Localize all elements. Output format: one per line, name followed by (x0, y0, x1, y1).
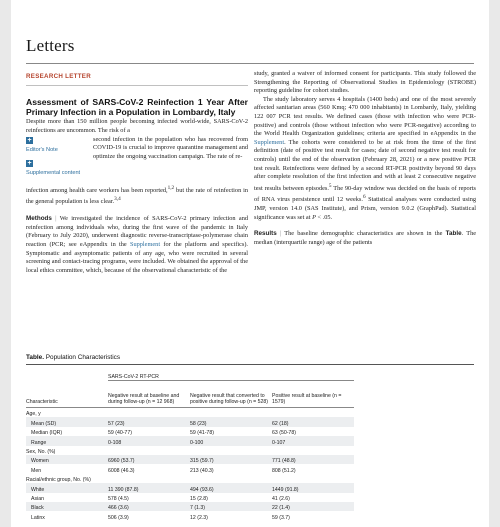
results-text: . The median (interquartile range) age of the patients (254, 230, 477, 246)
paragraph-text: . The cohorts were considered to be at risk from the time of the first definition (date of positive test result for cases; date of second negative test result for controls) until the end of the observation (February 28, 2021) or a new positive PCR test result. Reinfections were defined by a second RT-PCR positivity beyond 90 days after complete resolution of the first infection and with at least 2 consecutive negative test results between episodes. (254, 138, 476, 192)
table-row (26, 464, 354, 473)
right-column (254, 70, 476, 247)
table-cell: 59 (40-77) (108, 427, 190, 436)
paragraph-text: The 90-day window was decided on the basis of reports of RNA virus persistence until 12 weeks. (254, 184, 476, 204)
table-cell: 11 390 (87.8) (108, 483, 190, 492)
table-cell: 15 (2.8) (190, 493, 272, 502)
intro-paragraph-tail (26, 184, 248, 207)
separator-bar: | (55, 215, 57, 223)
table-cell: 808 (51.2) (272, 464, 354, 473)
supplement-link[interactable]: Supplement (254, 138, 285, 146)
row-label: Latinx (26, 511, 108, 520)
table-cell (190, 474, 272, 483)
editors-note-label: Editor's Note (26, 146, 58, 153)
table-cell (272, 408, 354, 418)
row-label: Asian (26, 493, 108, 502)
table-cell: 578 (4.5) (108, 493, 190, 502)
table-cell: 57 (23) (108, 417, 190, 426)
table-title-text: Population Characteristics (44, 354, 121, 361)
table-cell: 506 (3.9) (108, 511, 190, 520)
table-row (26, 417, 354, 426)
title-divider (26, 63, 474, 64)
journal-page (11, 0, 489, 527)
editors-note-link[interactable] (26, 137, 88, 155)
table-cell (272, 474, 354, 483)
table-cell: 0-100 (190, 436, 272, 445)
table-header-row (26, 381, 354, 408)
table-reference[interactable]: Table (445, 230, 462, 238)
population-table (26, 354, 474, 521)
table-cell: 59 (41-78) (190, 427, 272, 436)
methods-heading: Methods (26, 215, 52, 223)
table-cell: 315 (59.7) (190, 455, 272, 464)
table-cell: 6960 (53.7) (108, 455, 190, 464)
left-column (26, 70, 248, 275)
column-header: Negative result at baseline and during follow-up (n = 12 968) (108, 381, 190, 408)
citation-superscript: 5 (328, 182, 332, 189)
plus-icon: + (27, 136, 32, 144)
sidebar-links (26, 137, 88, 184)
results-text: The baseline demographic characteristics are shown in the (281, 230, 446, 238)
table-cell: 41 (2.6) (272, 493, 354, 502)
intro-paragraph-top: Despite more than 150 million people becoming infected world-wide, SARS-CoV-2 reinfections are uncommon. The risk of a (26, 118, 248, 134)
citation-superscript: 1,2 (167, 184, 175, 191)
table-cell: 6008 (46.3) (108, 464, 190, 473)
table-row (26, 502, 354, 511)
paragraph-2 (254, 96, 476, 223)
supplemental-content-label: Supplemental content (26, 170, 81, 177)
table-group-header-row (26, 371, 354, 381)
table-cell: 0-107 (272, 436, 354, 445)
row-label: White (26, 483, 108, 492)
table-body (26, 408, 354, 521)
table-cell (190, 408, 272, 418)
methods-paragraph (26, 215, 248, 275)
row-label: Range (26, 436, 108, 445)
p-value-symbol: P (312, 213, 316, 221)
table-row (26, 511, 354, 520)
group-header: SARS-CoV-2 RT-PCR (108, 371, 354, 381)
table-cell (272, 446, 354, 455)
section-label: Age, y (26, 408, 108, 418)
table-row (26, 493, 354, 502)
separator-bar: | (279, 230, 282, 238)
characteristics-table (26, 371, 354, 521)
table-section-row (26, 474, 354, 483)
row-label: Mean (SD) (26, 417, 108, 426)
table-title-label: Table. (26, 354, 44, 361)
table-row (26, 455, 354, 464)
table-cell: 7 (1.3) (190, 502, 272, 511)
table-section-row (26, 408, 354, 418)
table-cell: 1449 (91.8) (272, 483, 354, 492)
table-title (26, 354, 474, 365)
plus-icon: + (27, 160, 32, 168)
table-cell: 0-108 (108, 436, 190, 445)
table-section-row (26, 446, 354, 455)
table-cell: 494 (93.6) (190, 483, 272, 492)
table-cell: 62 (18) (272, 417, 354, 426)
table-cell: 63 (50-78) (272, 427, 354, 436)
methods-text: We investigated the incidence of SARS-CoV-2 primary infection and reinfection among individuals who, during the first wave of the pandemic in Italy (February to July 2020), underwent diagnostic reverse-transcriptase-polymerase chain reaction (PCR; see eAppendix in the (26, 215, 248, 248)
row-label: Women (26, 455, 108, 464)
citation-superscript: 6 (362, 194, 366, 201)
table-cell (108, 474, 190, 483)
column-header: Negative result that converted to positive during follow-up (n = 528) (190, 381, 272, 408)
table-cell: 12 (2.3) (190, 511, 272, 520)
table-cell: 466 (3.6) (108, 502, 190, 511)
paragraph-text: The study laboratory serves 4 hospitals (1400 beds) and one of the most severely affected sanitarian areas (560 Kmq; 470 000 inhabitants) in Lombardy, Italy, yielding 122 007 PCR test results. We defined cases (those with infection who were PCR-positive) and controls (those without infection who were PCR-negative) according to the World Health Organization guidelines; criteria are specified in eAppendix in the (254, 95, 476, 138)
column-header: Positive result at baseline (n = 1579) (272, 381, 354, 408)
table-cell (108, 446, 190, 455)
supplement-link[interactable]: Supplement (129, 240, 161, 248)
intro-tail-text: but the rate of reinfection in the general population is less clear. (26, 186, 248, 206)
methods-text: for the platform and specifics). Symptomatic and asymptomatic patients of any age, who were recruited in several screening and contact-tracing programs, were included. We obtained the approval of the local ethics committee, which, because of the observational characteristic of the (26, 240, 248, 274)
section-label: RESEARCH LETTER (26, 73, 248, 86)
table-cell (190, 446, 272, 455)
row-label: Men (26, 464, 108, 473)
paragraph-text: < .05. (315, 213, 333, 221)
section-label: Racial/ethnic group, No. (%) (26, 474, 108, 483)
table-cell: 213 (40.3) (190, 464, 272, 473)
table-cell (108, 408, 190, 418)
table-row (26, 436, 354, 445)
article-title: Assessment of SARS-CoV-2 Reinfection 1 Year After Primary Infection in a Population in Lombardy, Italy (26, 96, 248, 117)
intro-paragraph-wrap: second infection in the population who has recovered from COVID-19 is crucial to improve quarantine management and optimize the ongoing vaccination campaign. The rate of re- (93, 135, 248, 160)
row-label: Median (IQR) (26, 427, 108, 436)
page-title: Letters (26, 36, 75, 55)
table-cell: 771 (48.8) (272, 455, 354, 464)
table-cell: 22 (1.4) (272, 502, 354, 511)
results-paragraph (254, 230, 476, 247)
supplemental-content-link[interactable] (26, 160, 88, 178)
results-heading: Results (254, 230, 277, 238)
table-cell (26, 371, 108, 381)
table-row (26, 483, 354, 492)
paragraph-text: Statistical analyses were conducted using JMP, version 14.0 (SAS Institute), and Prism, version 9.0.2 (GraphPad). Statistical significance was set at (254, 196, 477, 221)
column-header: Characteristic (26, 381, 108, 408)
section-label: Sex, No. (%) (26, 446, 108, 455)
paragraph-1: study, granted a waiver of informed consent for participants. This study followed the Strengthening the Reporting of Observational Studies in Epidemiology (STROBE) reporting guideline for cohort studies. (254, 70, 476, 95)
row-label: Black (26, 502, 108, 511)
table-cell: 59 (3.7) (272, 511, 354, 520)
table-cell: 58 (23) (190, 417, 272, 426)
table-row (26, 427, 354, 436)
citation-superscript: 3,4 (114, 196, 121, 203)
intro-tail-text: infection among health care workers has been reported, (26, 186, 168, 194)
